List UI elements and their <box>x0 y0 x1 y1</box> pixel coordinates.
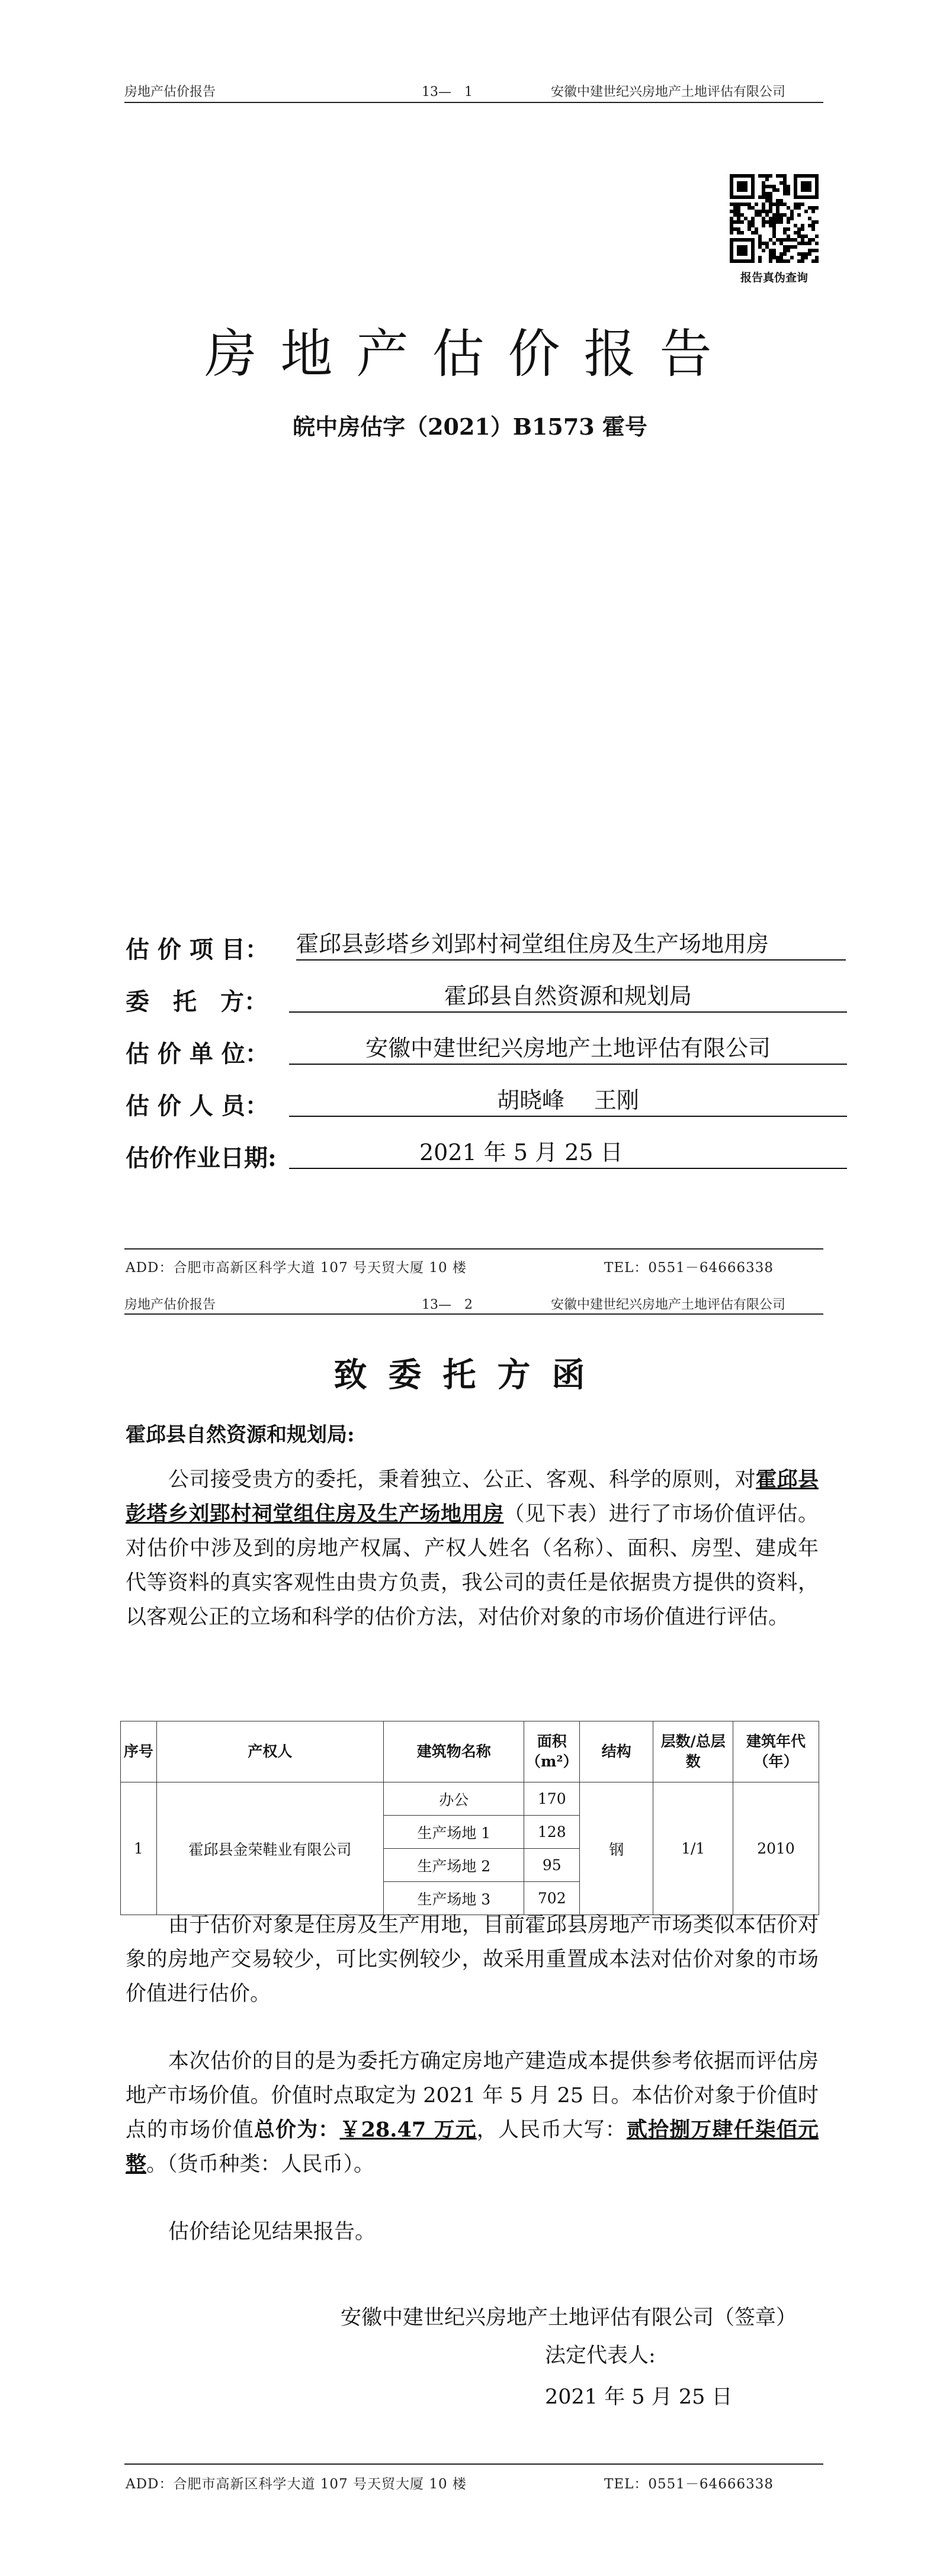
th-area: 面积（m²） <box>524 1721 580 1782</box>
page2-header-right: 安徽中建世纪兴房地产土地评估有限公司 <box>551 1297 786 1312</box>
signature-representative: 法定代表人: <box>545 2344 656 2368</box>
cell-floors: 1/1 <box>653 1782 733 1915</box>
page2-header-left: 房地产估价报告 <box>124 1297 216 1312</box>
cell-name: 生产场地 3 <box>384 1882 524 1915</box>
project-label: 估 价 项 目： <box>126 936 269 963</box>
page1-header-left: 房地产估价报告 <box>124 85 216 99</box>
para3-uppercase-label: ，人民币大写： <box>476 2118 627 2142</box>
page2-footer-tel: TEL：0551－64666338 <box>604 2477 774 2492</box>
date-value: 2021 年 5 月 25 日 <box>289 1137 847 1169</box>
paragraph-closing: 估价结论见结果报告。 <box>168 2220 376 2244</box>
para3-start: 本次估价的目的是为委托方确定房地产建造成本提供参考依据而评估房地产市场价值。价值时点取定为 2021 年 5 月 25 日。本估价对象于价值时点的市场价值 <box>126 2050 819 2142</box>
letter-title: 致委托方函 <box>333 1356 607 1395</box>
th-seq: 序号 <box>121 1721 157 1782</box>
qr-caption: 报告真伪查询 <box>740 271 808 284</box>
page1-header-right: 安徽中建世纪兴房地产土地评估有限公司 <box>551 85 786 99</box>
paragraph-intro <box>126 1463 819 1634</box>
cell-year: 2010 <box>733 1782 819 1915</box>
client-label: 委 托 方： <box>126 988 268 1016</box>
date-label: 估价作业日期: <box>126 1144 277 1172</box>
page1-footer-rule <box>124 1248 823 1250</box>
th-building-name: 建筑物名称 <box>384 1721 524 1782</box>
cell-area: 702 <box>524 1882 580 1915</box>
unit-value: 安徽中建世纪兴房地产土地评估有限公司 <box>289 1033 847 1065</box>
document-number: 皖中房估字（2021）B1573 霍号 <box>293 413 647 440</box>
paragraph-method: 由于估价对象是住房及生产用地，目前霍邱县房地产市场类似本估价对象的房地产交易较少，可比实例较少，故采用重置成本法对估价对象的市场价值进行估价。 <box>126 1913 819 2006</box>
page2-header-page: 13— 2 <box>422 1297 473 1312</box>
client-value: 霍邱县自然资源和规划局 <box>289 981 847 1013</box>
cell-area: 170 <box>524 1782 580 1816</box>
cell-name: 办公 <box>384 1782 524 1816</box>
para3-end: 。（货币种类：人民币）。 <box>146 2153 375 2176</box>
qr-module <box>815 259 819 263</box>
para3-uppercase-value: 贰拾捌万肆仟柒佰元整 <box>126 2118 819 2176</box>
signature-date: 2021 年 5 月 25 日 <box>545 2385 733 2409</box>
staff-value: 胡晓峰 王刚 <box>289 1085 847 1117</box>
unit-label: 估 价 单 位： <box>126 1040 269 1068</box>
cell-name: 生产场地 1 <box>384 1816 524 1849</box>
valuation-table <box>120 1721 819 1915</box>
para1-start: 公司接受贵方的委托，秉着独立、公正、客观、科学的原则，对 <box>168 1468 756 1492</box>
signature-company: 安徽中建世纪兴房地产土地评估有限公司（签章） <box>341 2306 797 2330</box>
page1-header-page: 13— 1 <box>422 85 473 99</box>
cell-name: 生产场地 2 <box>384 1849 524 1882</box>
qr-code-icon[interactable] <box>730 174 819 263</box>
page1-footer-tel: TEL：0551－64666338 <box>604 1260 774 1276</box>
cell-seq: 1 <box>121 1782 157 1915</box>
cell-structure: 钢 <box>580 1782 653 1915</box>
page2-footer-address: ADD：合肥市高新区科学大道 107 号天贸大厦 10 楼 <box>126 2477 467 2492</box>
paragraph-conclusion <box>126 2044 819 2182</box>
para1-rest: （见下表）进行了市场价值评估。对估价中涉及到的房地产权属、产权人姓名（名称）、面积、房型、建成年代等资料的真实客观性由贵方负责，我公司的责任是依据贵方提供的资料，以客观公正的立场和科学的估价方法，对估价对象的市场价值进行评估。 <box>126 1502 819 1629</box>
cell-area: 95 <box>524 1849 580 1882</box>
para3-total-label: 总价为： <box>254 2118 340 2142</box>
th-year: 建筑年代（年） <box>733 1721 819 1782</box>
th-owner: 产权人 <box>156 1721 383 1782</box>
table-row <box>121 1782 819 1816</box>
page2-header-rule <box>124 1313 823 1315</box>
th-floors: 层数/总层数 <box>653 1721 733 1782</box>
staff-label: 估 价 人 员： <box>126 1092 269 1120</box>
page1-header-rule <box>124 102 823 103</box>
th-structure: 结构 <box>580 1721 653 1782</box>
cell-area: 128 <box>524 1816 580 1849</box>
report-title: 房地产估价报告 <box>204 323 736 384</box>
para1-subject: 霍邱县彭塔乡刘郢村祠堂组住房及生产场地用房 <box>126 1467 819 1526</box>
page2-footer-rule <box>124 2463 823 2465</box>
page1-footer-address: ADD：合肥市高新区科学大道 107 号天贸大厦 10 楼 <box>126 1260 467 1276</box>
project-value: 霍邱县彭塔乡刘郢村祠堂组住房及生产场地用房 <box>296 929 846 961</box>
para3-total-value: ￥28.47 万元 <box>339 2118 477 2142</box>
salutation: 霍邱县自然资源和规划局: <box>126 1423 355 1447</box>
cell-owner: 霍邱县金荣鞋业有限公司 <box>156 1782 383 1915</box>
